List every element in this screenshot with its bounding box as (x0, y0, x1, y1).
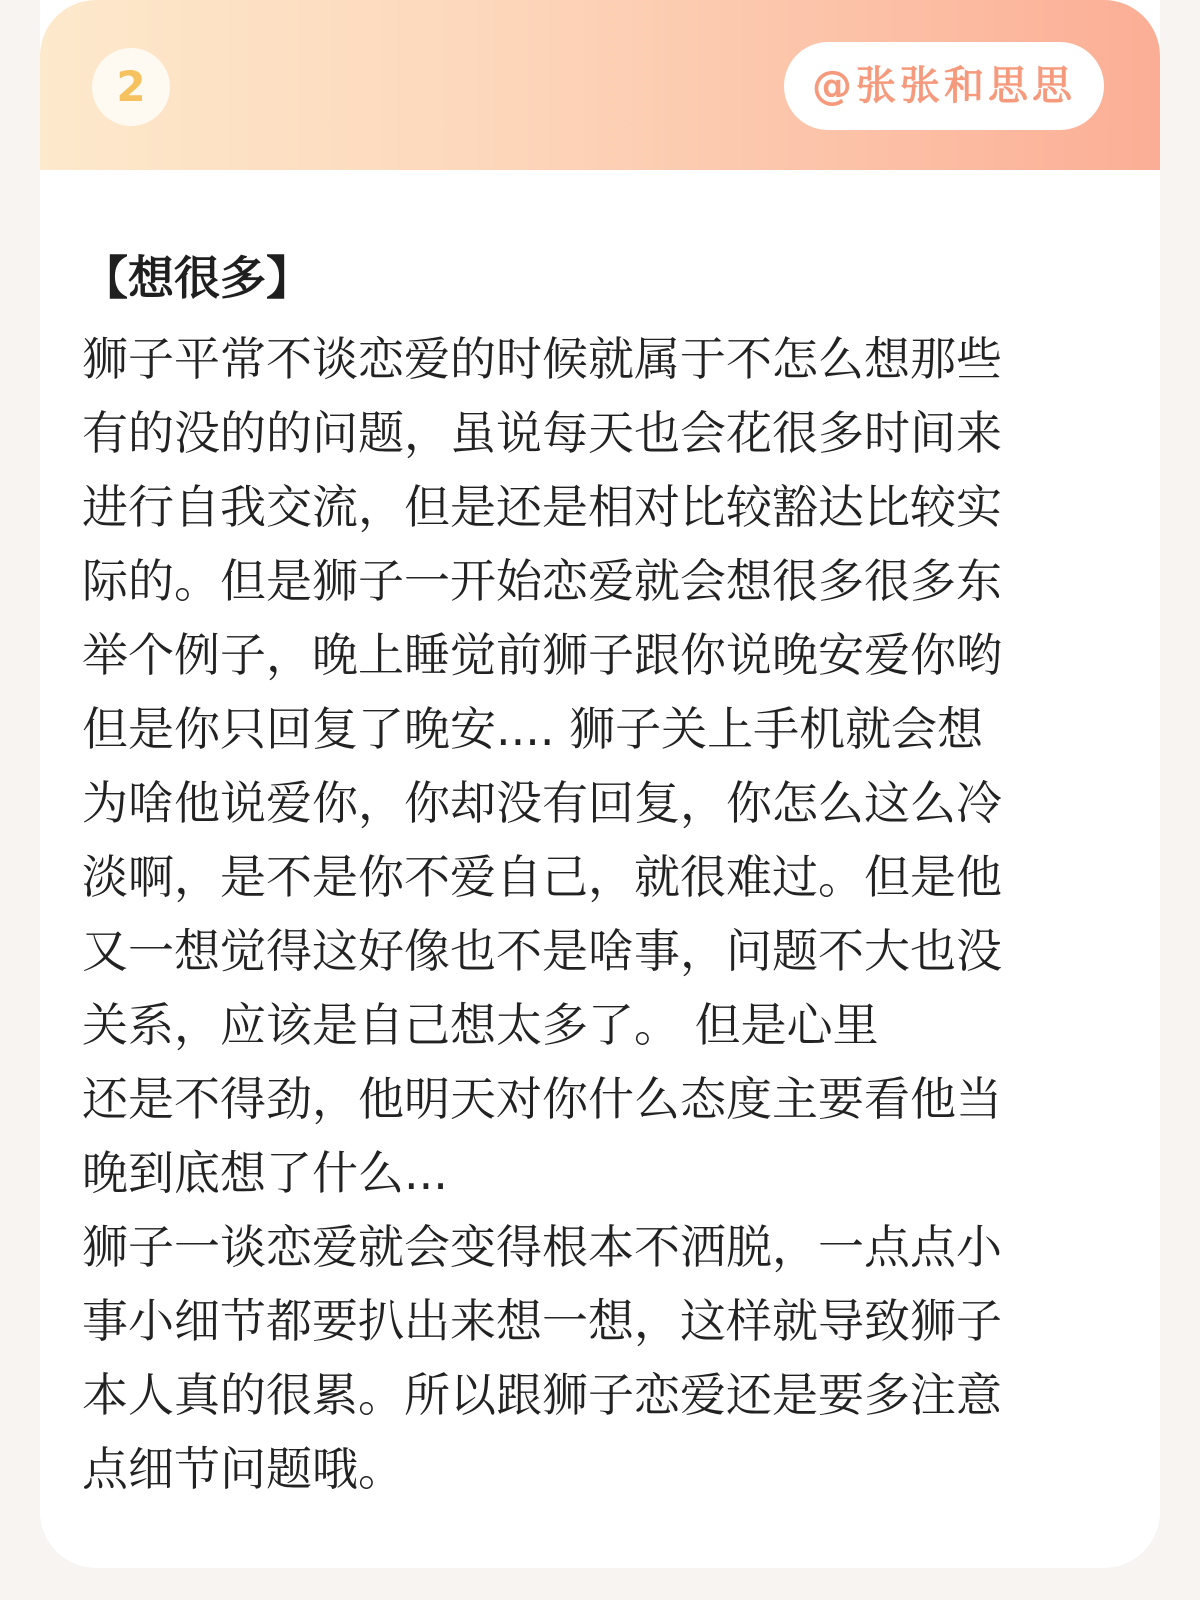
article-line: 举个例子，晚上睡觉前狮子跟你说晚安爱你哟 (82, 628, 1002, 682)
article-line: 狮子一谈恋爱就会变得根本不洒脱，一点点小 (82, 1220, 1002, 1274)
article-line: 进行自我交流，但是还是相对比较豁达比较实 (82, 480, 1002, 534)
card-header (40, 0, 1160, 170)
article-body (82, 248, 1122, 1506)
post-card (40, 0, 1160, 1568)
article-line: 为啥他说爱你，你却没有回复，你怎么这么冷 (82, 776, 1002, 830)
article-line: 点细节问题哦。 (82, 1442, 404, 1496)
author-tag: @张张和思思 (784, 42, 1104, 130)
article-line: 又一想觉得这好像也不是啥事，问题不大也没 (82, 924, 1002, 978)
article-line: 关系，应该是自己想太多了。 但是心里 (82, 998, 879, 1052)
article-line: 有的没的的问题，虽说每天也会花很多时间来 (82, 406, 1002, 460)
article-line: 本人真的很累。所以跟狮子恋爱还是要多注意 (82, 1368, 1002, 1422)
article-line: 晚到底想了什么... (82, 1146, 448, 1200)
article-line: 事小细节都要扒出来想一想，这样就导致狮子 (82, 1294, 1002, 1348)
article-line: 但是你只回复了晚安.... 狮子关上手机就会想 (82, 702, 984, 756)
page-number-badge: 2 (92, 48, 170, 126)
article-heading: 【想很多】 (82, 251, 312, 305)
article-line: 狮子平常不谈恋爱的时候就属于不怎么想那些 (82, 332, 1002, 386)
article-line: 际的。但是狮子一开始恋爱就会想很多很多东 (82, 554, 1002, 608)
article-line: 还是不得劲，他明天对你什么态度主要看他当 (82, 1072, 1002, 1126)
article-line: 淡啊，是不是你不爱自己，就很难过。但是他 (82, 850, 1002, 904)
